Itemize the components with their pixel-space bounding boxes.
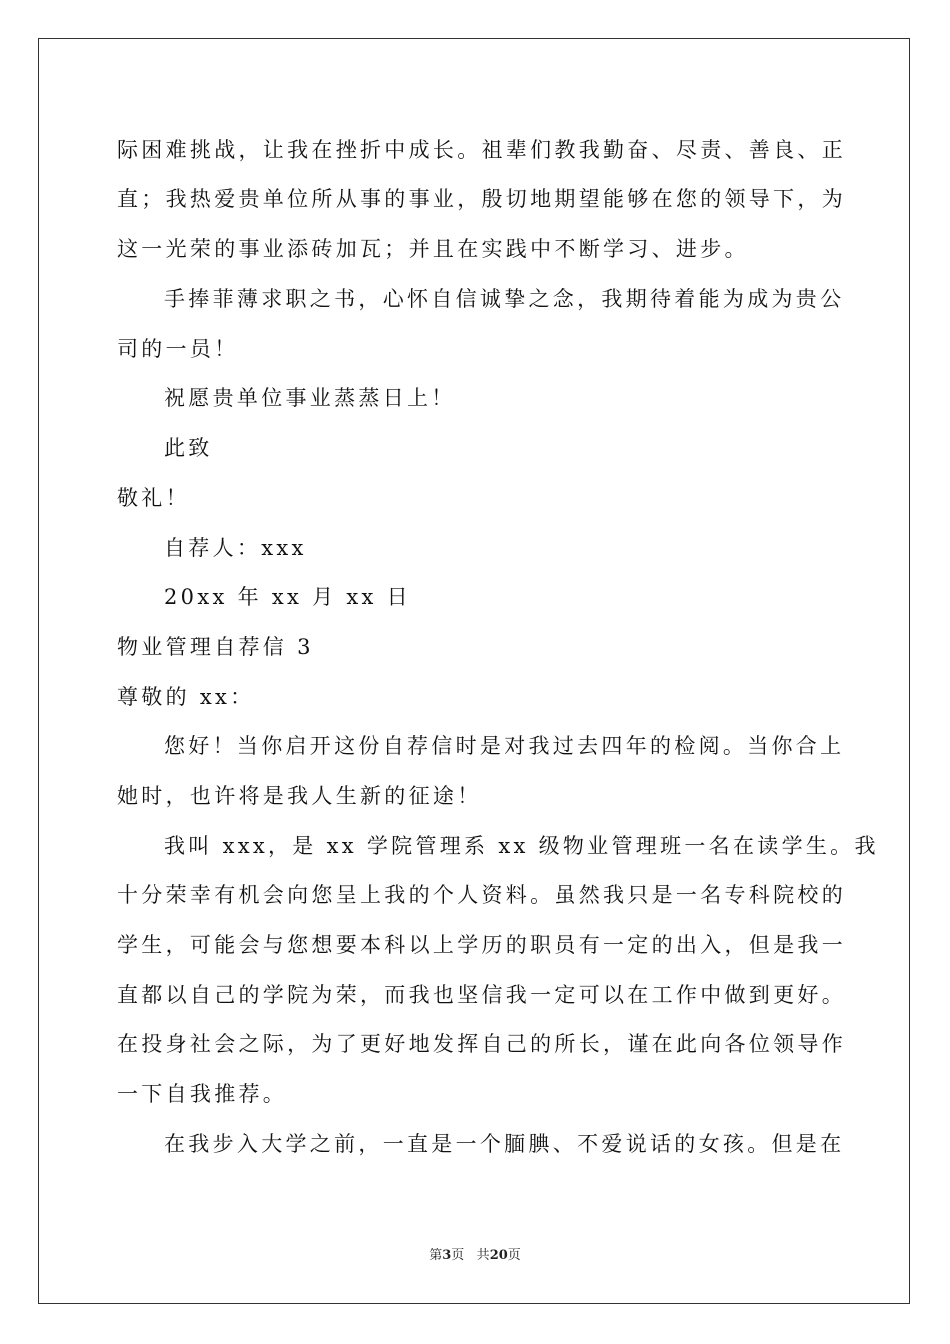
- footer-page-prefix: 第: [429, 1248, 443, 1263]
- paragraph-line: 您好！当你启开这份自荐信时是对我过去四年的检阅。当你合上: [164, 734, 845, 758]
- paragraph-line: 司的一员！: [117, 337, 239, 361]
- letter-greeting: 尊敬的 xx：: [117, 685, 255, 709]
- footer-total-suffix: 页: [507, 1248, 521, 1263]
- paragraph-line: 我叫 xxx，是 xx 学院管理系 xx 级物业管理班一名在读学生。我: [164, 834, 879, 858]
- page-footer: [0, 1248, 950, 1264]
- footer-page-suffix: 页: [451, 1248, 465, 1263]
- paragraph-line: 一下自我推荐。: [117, 1082, 288, 1106]
- paragraph-line: 这一光荣的事业添砖加瓦；并且在实践中不断学习、进步。: [117, 237, 749, 261]
- salutation-cizhi: 此致: [164, 436, 213, 460]
- page-border: [38, 38, 910, 1304]
- paragraph-line: 十分荣幸有机会向您呈上我的个人资料。虽然我只是一名专科院校的: [117, 883, 846, 907]
- footer-page-number: 3: [442, 1248, 452, 1263]
- paragraph-line: 际困难挑战，让我在挫折中成长。祖辈们教我勤奋、尽责、善良、正: [117, 138, 846, 162]
- signature-date: 20xx 年 xx 月 xx 日: [164, 585, 411, 609]
- paragraph-line: 手捧菲薄求职之书，心怀自信诚挚之念，我期待着能为成为贵公: [164, 287, 845, 311]
- paragraph-line: 她时，也许将是我人生新的征途！: [117, 784, 482, 808]
- paragraph-line: 直；我热爱贵单位所从事的事业，殷切地期望能够在您的领导下，为: [117, 187, 846, 211]
- paragraph-line: 在投身社会之际，为了更好地发挥自己的所长，谨在此向各位领导作: [117, 1032, 846, 1056]
- footer-total-number: 20: [489, 1248, 508, 1263]
- paragraph-line: 在我步入大学之前，一直是一个腼腆、不爱说话的女孩。但是在: [164, 1132, 845, 1156]
- closing-wish: 祝愿贵单位事业蒸蒸日上！: [164, 386, 456, 410]
- signature-name: 自荐人：xxx: [164, 536, 307, 560]
- footer-total-prefix: 共: [476, 1248, 490, 1263]
- section-title: 物业管理自荐信 3: [117, 635, 314, 659]
- salutation-jingli: 敬礼！: [117, 486, 190, 510]
- paragraph-line: 直都以自己的学院为荣，而我也坚信我一定可以在工作中做到更好。: [117, 983, 846, 1007]
- paragraph-line: 学生，可能会与您想要本科以上学历的职员有一定的出入，但是我一: [117, 933, 846, 957]
